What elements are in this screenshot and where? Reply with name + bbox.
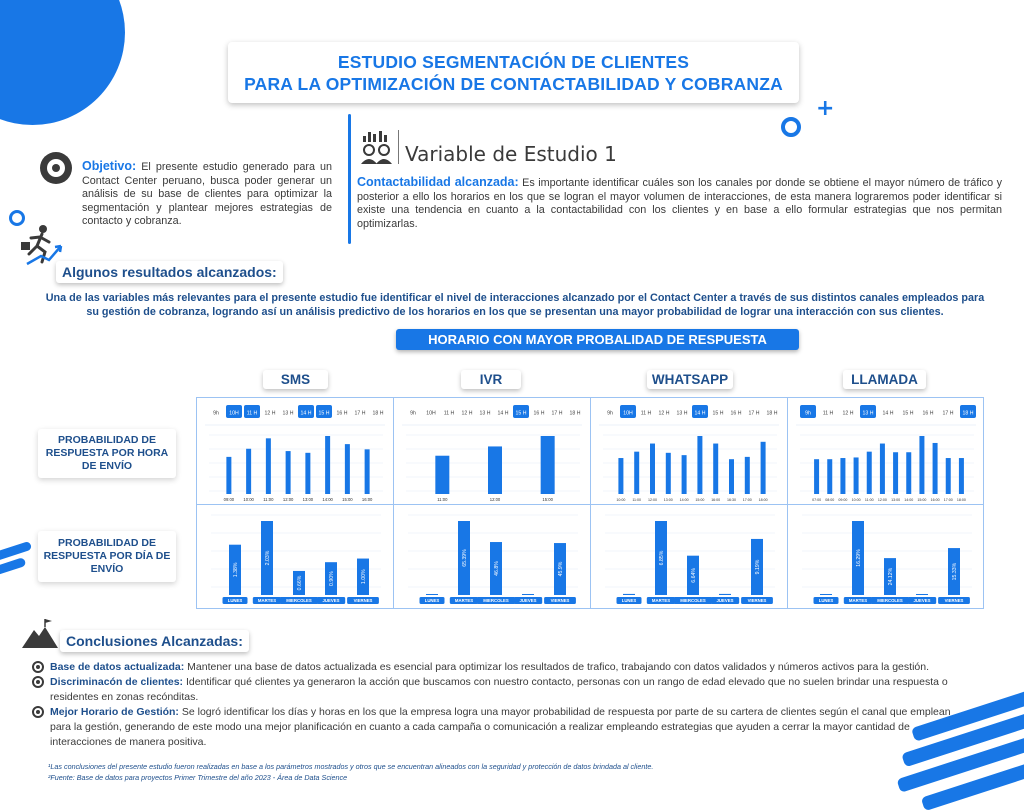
hour-chip: 12 H: [842, 410, 854, 417]
hour-chip: 9h: [805, 410, 811, 417]
day-chart-llamada: [788, 505, 984, 609]
hour-chip: 16 H: [922, 410, 934, 417]
hour-chip: 16 H: [336, 410, 348, 417]
day-value-label: 6.85%: [658, 550, 665, 566]
variable-label: Contactabilidad alcanzada:: [357, 175, 519, 189]
variable-text: Es importante identificar cuáles son los canales por donde se obtiene el mayor número de tráfico y posterior a ello los horarios en los que se logran el mayor volumen de interacciones, de esta manera lograremos poder identificar si existe una tendencia en cuanto a la contactabilidad con los clientes y en base a ello formular estrategias que nos permitan optimizarlas.: [357, 177, 1002, 230]
hour-bar: [729, 459, 734, 494]
day-tick-label: MARTES: [848, 598, 868, 604]
hour-chip: 13 H: [479, 410, 491, 417]
hour-tick-label: 10:00: [243, 497, 254, 502]
hour-chip: 9h: [607, 410, 613, 417]
hour-bar: [618, 458, 623, 494]
day-tick-label: LUNES: [818, 598, 834, 604]
hour-bar: [713, 444, 718, 494]
channel-label-whatsapp: WHATSAPP: [647, 370, 733, 389]
day-tick-label: JUEVES: [716, 598, 734, 604]
hour-chip: 11 H: [640, 410, 652, 417]
hour-bar: [946, 458, 951, 494]
day-tick-label: MIERCOLES: [286, 598, 312, 604]
day-value-label: 16.29%: [855, 549, 862, 567]
conclusion-item: [34, 705, 954, 750]
day-value-label: 1.00%: [360, 569, 367, 585]
variable-title: Variable de Estudio 1: [405, 142, 617, 166]
day-value-label: 6.64%: [690, 567, 697, 583]
hour-chip: 13 H: [862, 410, 874, 417]
conclusion-label: Base de datos actualizada:: [50, 661, 185, 673]
hour-bar: [906, 452, 911, 494]
hour-tick-label: 09:00: [838, 498, 848, 502]
objetivo-label: Objetivo:: [82, 159, 137, 173]
hour-chip: 14 H: [300, 410, 312, 417]
day-bar: [916, 594, 928, 595]
hour-chip: 18 H: [962, 410, 974, 417]
hour-bar: [933, 443, 938, 494]
day-tick-label: MARTES: [651, 598, 671, 604]
hour-tick-label: 12:00: [282, 497, 294, 502]
row-label-day: PROBABILIDAD DE RESPUESTA POR DÍA DE ENVÍO: [38, 531, 176, 582]
hour-bar: [246, 449, 251, 494]
hour-bar: [488, 446, 502, 494]
day-bar: [522, 594, 534, 595]
day-tick-label: JUEVES: [913, 598, 931, 604]
hour-tick-label: 11:00: [263, 497, 274, 502]
hour-bar: [266, 438, 271, 494]
hour-chip: 15 H: [515, 410, 527, 417]
footnote-1: ¹Las conclusiones del presente estudio fueron realizadas en base a los parámetros mostrados y otros que se encuentran alineados con la seguridad y protección de datos brindada al cliente.: [48, 762, 654, 771]
hour-bar: [814, 459, 819, 494]
day-value-label: 45.9%: [557, 561, 564, 577]
hour-tick-label: 18:00: [956, 498, 966, 502]
hour-chip: 18 H: [569, 410, 581, 417]
hour-tick-label: 12:00: [648, 498, 657, 502]
hour-tick-label: 11:00: [437, 497, 448, 502]
day-tick-label: VIERNES: [747, 598, 767, 604]
hour-bar: [745, 457, 750, 494]
results-text: Una de las variables más relevantes para el presente estudio fue identificar el nivel de interacciones alcanzado por el Contact Center a través de sus distintos canales empleados para su gestión de cobranza, logrando así un análisis predictivo de los horarios en los que se presentan una mayor probabilidad de lograr una interacción con sus clientes.: [45, 292, 985, 318]
hour-tick-label: 10:00: [851, 498, 861, 502]
day-tick-label: VIERNES: [944, 598, 964, 604]
hour-tick-label: 14:00: [322, 497, 333, 502]
hour-chip: 17 H: [748, 410, 760, 417]
hour-chip: 13 H: [282, 410, 294, 417]
hour-chip: 17 H: [354, 410, 366, 417]
hour-chip: 11 H: [822, 410, 834, 417]
decorative-ring: [781, 117, 801, 137]
hour-tick-label: 15:00: [342, 497, 353, 502]
day-bar: [820, 594, 832, 595]
hour-chip: 9h: [213, 410, 219, 417]
hour-tick-label: 13:00: [302, 497, 314, 502]
hour-chip: 14 H: [882, 410, 894, 417]
title-line-2: PARA LA OPTIMIZACIÓN DE CONTACTABILIDAD Y COBRANZA: [244, 74, 783, 94]
hour-tick-label: 13:00: [663, 498, 673, 502]
check-target-icon: [32, 661, 44, 673]
hour-chip: 10H: [426, 410, 436, 417]
hour-chip: 12 H: [461, 410, 473, 417]
hour-tick-label: 14:00: [679, 498, 689, 502]
hour-tick-label: 15:00: [917, 498, 927, 502]
variable-divider: [398, 130, 399, 164]
hour-bar: [325, 436, 330, 494]
hour-tick-label: 09:00: [223, 497, 235, 502]
conclusion-text: Mantener una base de datos actualizada es esencial para optimizar los resultados de trafico, trabajando con datos validados y números activos para la gestión.: [187, 661, 929, 673]
hour-bar: [761, 442, 766, 494]
hour-tick-label: 13:00: [891, 498, 901, 502]
hour-tick-label: 12:00: [489, 497, 501, 502]
target-icon: [40, 152, 72, 184]
hour-bar: [226, 457, 231, 494]
day-tick-label: MARTES: [257, 598, 277, 604]
day-value-label: 0.90%: [328, 571, 335, 586]
hour-tick-label: 16:00: [361, 497, 373, 502]
hour-bar: [867, 452, 872, 494]
day-bar: [426, 594, 438, 595]
conclusion-label: Discriminacón de clientes:: [50, 676, 184, 688]
footnote-2: ²Fuente: Base de datos para proyectos Primer Trimestre del año 2023 - Área de Data Science: [48, 773, 348, 782]
hour-chip: 15 H: [712, 410, 724, 417]
objetivo-text: El presente estudio generado para un Contact Center peruano, busca poder generar un análisis de su base de clientes para optimizar la segmentación y plantear mejores estrategias de contacto y cobranza.: [82, 161, 332, 227]
row-label-hour: PROBABILIDAD DE RESPUESTA POR HORA DE ENVÍO: [38, 429, 176, 478]
title-box: [228, 42, 799, 103]
hour-tick-label: 16:00: [930, 498, 940, 502]
people-chart-icon: [360, 130, 392, 166]
day-value-label: 65.39%: [461, 549, 468, 567]
hour-tick-label: 12:00: [877, 498, 887, 502]
hour-bar: [650, 444, 655, 494]
hour-chip: 16 H: [533, 410, 545, 417]
hour-bar: [305, 453, 310, 494]
channel-label-ivr: IVR: [461, 370, 521, 389]
hour-chip: 17 H: [942, 410, 954, 417]
day-tick-label: JUEVES: [322, 598, 340, 604]
decorative-stripe: [0, 557, 26, 578]
hour-chip: 10H: [229, 410, 239, 417]
day-chart-sms: [197, 505, 393, 609]
hour-tick-label: 17:00: [943, 498, 953, 502]
hour-tick-label: 07:00: [812, 498, 822, 502]
day-value-label: 15.33%: [951, 562, 958, 581]
day-value-label: 1.38%: [232, 562, 239, 578]
hour-chip: 17 H: [551, 410, 563, 417]
hour-chip: 18 H: [766, 410, 778, 417]
hour-chip: 15 H: [902, 410, 914, 417]
hour-tick-label: 11:00: [632, 498, 642, 502]
conclusions-title: Conclusiones Alcanzadas:: [60, 630, 249, 652]
hour-tick-label: 15:00: [695, 498, 705, 502]
hour-bar: [345, 444, 350, 494]
hour-chart-sms: [197, 398, 393, 504]
hour-chart-ivr: [394, 398, 590, 504]
hour-chip: 18 H: [372, 410, 384, 417]
check-target-icon: [32, 706, 44, 718]
mountain-flag-icon: [22, 618, 58, 648]
hour-bar: [286, 451, 291, 494]
conclusion-item: [34, 660, 954, 675]
day-tick-label: JUEVES: [519, 598, 537, 604]
decorative-blob: [0, 0, 125, 125]
hour-bar: [880, 444, 885, 494]
hour-bar: [919, 436, 924, 494]
hour-bar: [666, 453, 671, 494]
hour-chip: 9h: [410, 410, 416, 417]
hour-tick-label: 08:00: [825, 498, 835, 502]
channel-label-sms: SMS: [263, 370, 328, 389]
hour-chip: 14 H: [497, 410, 509, 417]
day-tick-label: VIERNES: [353, 598, 373, 604]
channel-label-llamada: LLAMADA: [843, 370, 926, 389]
day-value-label: 46.8%: [493, 561, 500, 576]
day-tick-label: MIERCOLES: [680, 598, 706, 604]
hour-tick-label: 14:00: [904, 498, 914, 502]
hour-chip: 15 H: [318, 410, 330, 417]
hour-bar: [541, 436, 555, 494]
day-tick-label: MIERCOLES: [483, 598, 509, 604]
variable-block: [357, 176, 1002, 231]
hour-bar: [827, 459, 832, 494]
hour-chip: 13 H: [676, 410, 688, 417]
hour-bar: [840, 458, 845, 494]
conclusion-text: Se logró identificar los días y horas en los que la empresa logra una mayor probabilidad de respuesta por parte de su cartera de clientes según el canal que emplean para la gestión, generando de este modo una mejor planificación en cuanto a cada campaña o comunicación a realizar empleando estrategias que ayuden a cerrar la mayor cantidad de interacciones de manera positiva.: [50, 706, 951, 748]
day-tick-label: VIERNES: [550, 598, 570, 604]
hour-chip: 14 H: [694, 410, 706, 417]
results-title: Algunos resultados alcanzados:: [56, 261, 283, 283]
hour-bar: [697, 436, 702, 494]
hour-tick-label: 15:00: [542, 497, 553, 502]
hour-chip: 12 H: [264, 410, 276, 417]
hour-bar: [959, 458, 964, 494]
hour-bar: [435, 456, 449, 494]
day-chart-ivr: [394, 505, 590, 609]
day-value-label: 2.03%: [264, 550, 271, 566]
hour-chip: 11 H: [246, 410, 258, 417]
decorative-plus-icon: +: [816, 96, 835, 121]
day-bar: [623, 594, 635, 595]
charts-grid: [196, 397, 984, 609]
hour-tick-label: 16:00: [711, 498, 721, 502]
hour-chart-llamada: [788, 398, 984, 504]
hour-chip: 16 H: [730, 410, 742, 417]
conclusion-label: Mejor Horario de Gestión:: [50, 706, 179, 718]
hour-tick-label: 16:30: [727, 498, 736, 502]
day-tick-label: LUNES: [227, 598, 243, 604]
day-tick-label: LUNES: [621, 598, 637, 604]
hour-bar: [893, 452, 898, 494]
hour-chip: 10H: [623, 410, 633, 417]
hour-bar: [854, 457, 859, 494]
hour-chart-whatsapp: [591, 398, 787, 504]
objetivo-block: [82, 160, 332, 229]
variable-accent-bar: [348, 114, 351, 244]
hour-tick-label: 17:00: [742, 498, 752, 502]
check-target-icon: [32, 676, 44, 688]
hour-chip: 12 H: [658, 410, 670, 417]
day-bar: [719, 594, 731, 595]
day-tick-label: MIERCOLES: [877, 598, 903, 604]
day-value-label: 9.19%: [754, 559, 761, 575]
horario-banner: HORARIO CON MAYOR PROBALIDAD DE RESPUESTA: [396, 329, 799, 350]
title-line-1: ESTUDIO SEGMENTACIÓN DE CLIENTES: [337, 52, 690, 72]
hour-bar: [634, 452, 639, 494]
hour-bar: [682, 455, 687, 494]
day-value-label: 24.12%: [887, 567, 894, 586]
day-tick-label: MARTES: [454, 598, 474, 604]
hour-tick-label: 10:00: [616, 498, 626, 502]
day-chart-whatsapp: [591, 505, 787, 609]
hour-tick-label: 11:00: [864, 498, 874, 502]
hour-tick-label: 18:00: [758, 498, 768, 502]
conclusion-item: [34, 675, 954, 705]
conclusion-text: Identificar qué clientes ya generaron la acción que buscamos con nuestro contacto, personas con un rango de edad elevado que no suelen brindar una respuesta o residentes en zonas recónditas.: [50, 676, 948, 703]
day-tick-label: LUNES: [424, 598, 440, 604]
hour-chip: 11 H: [443, 410, 455, 417]
hour-bar: [365, 449, 370, 494]
day-value-label: 0.66%: [296, 575, 303, 591]
